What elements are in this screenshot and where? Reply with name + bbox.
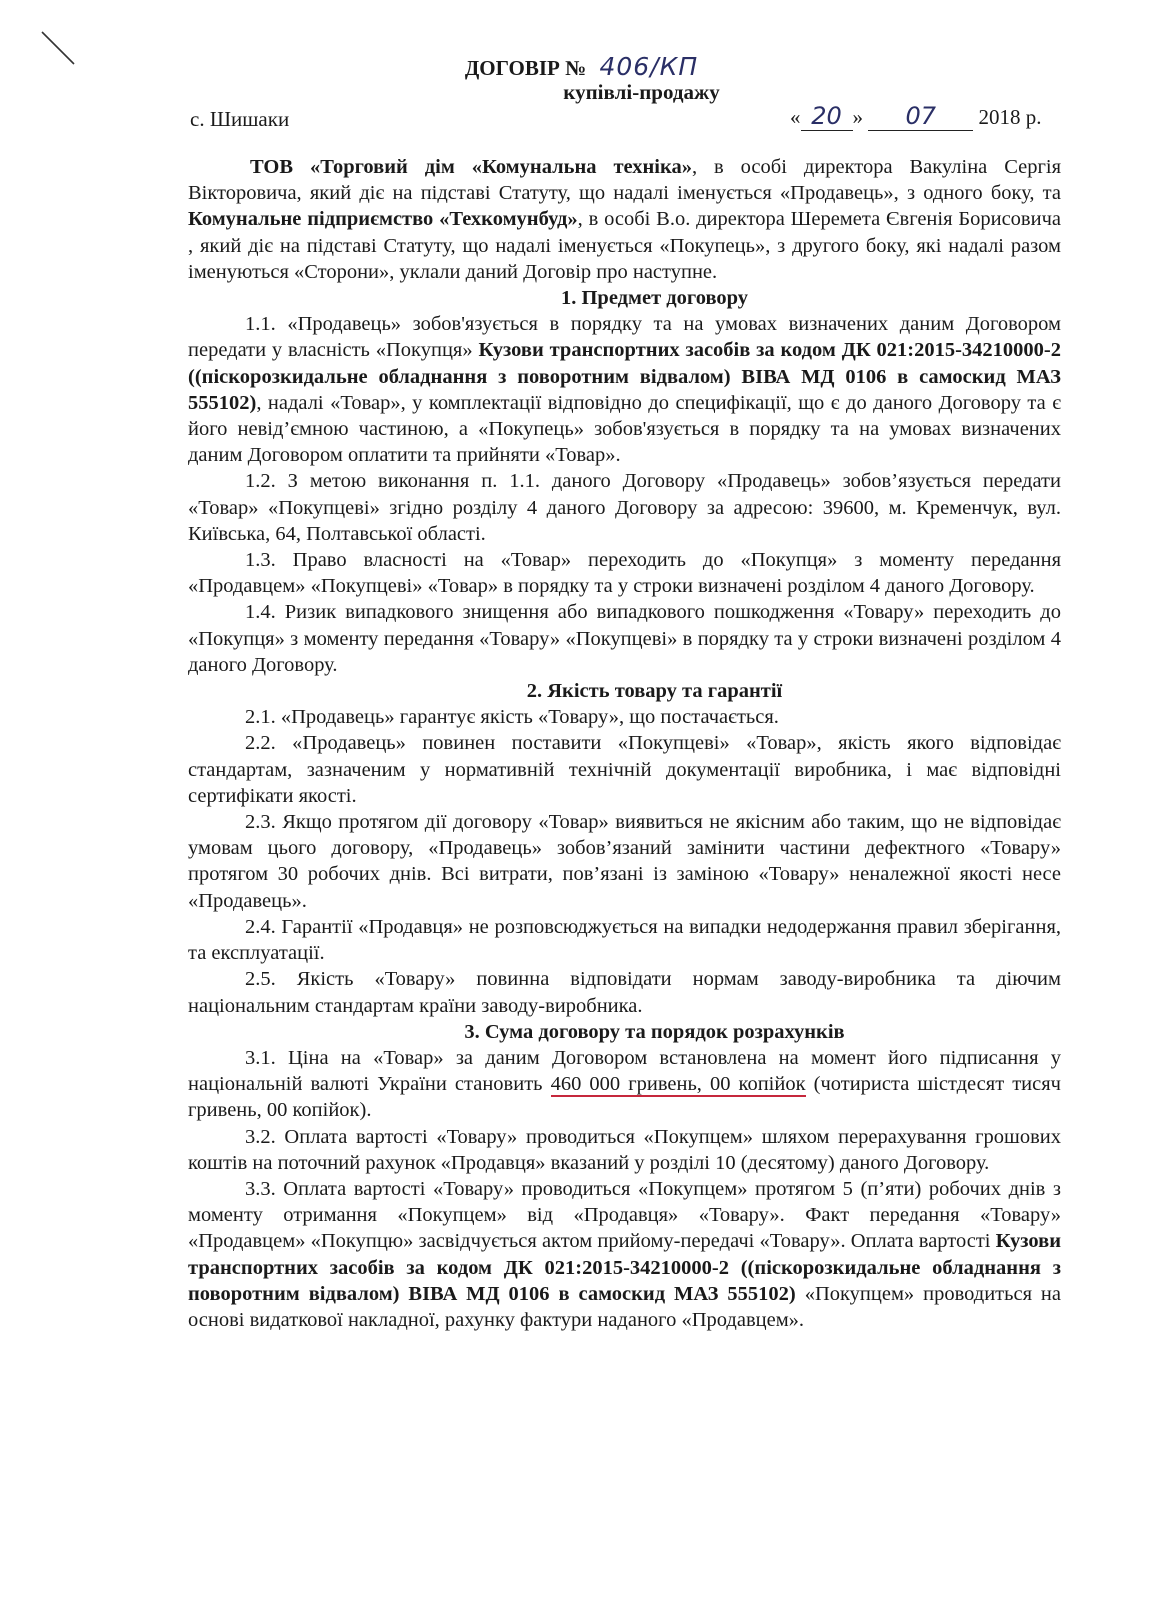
section-1-heading: 1. Предмет договору xyxy=(560,287,749,310)
contract-date: « 20 » 07 2018 р. xyxy=(790,102,1042,130)
title-text: ДОГОВІР № xyxy=(464,56,587,80)
clause-3-3: 3.3. Оплата вартості «Товару» проводиться «Покупцем» протягом 5 (п’яти) робочих днів з моменту отримання «Покупцем» від «Продавця» «Товару». Факт передання «Товару» «Продавцем» «Покупцю» засвідчується актом прийому-передачі «Товару». Оплата вартості Кузови транспортних засобів за кодом ДК 021:2015-34210000-2 ((піскорозкидальне обладнання з поворотним відвалом) ВІВА МД 0106 в самоскид МАЗ 555102) «Покупцем» проводиться на основі видаткової накладної, рахунку фактури наданого «Продавцем». xyxy=(188,1177,1062,1331)
date-month: 07 xyxy=(868,102,973,131)
contract-body xyxy=(188,154,1061,1333)
contract-place: с. Шишаки xyxy=(190,107,290,131)
date-year: 2018 р. xyxy=(978,105,1042,129)
clause-1-2: 1.2. З метою виконання п. 1.1. даного Договору «Продавець» зобов’язується передати «Товар» «Покупцеві» згідно розділу 4 даного Договору за адресою: 39600, м. Кременчук, вул. Київська, 64, Полтавської області. xyxy=(188,470,1061,545)
date-day: 20 xyxy=(801,102,853,131)
clause-1-1: 1.1. «Продавець» зобов'язується в порядку та на умовах визначених даним Договором передати у власність «Покупця» Кузови транспортних засобів за кодом ДК 021:2015-34210000-2 ((піскорозкидальне обладнання з поворотним відвалом) ВІВА МД 0106 в самоскид МАЗ 555102), надалі «Товар», у комплектації відповідно до специфікації, що є до даного Договору та є його невід’ємною частиною, а «Покупець» зобов'язується в порядку та на умовах визначених даним Договором оплатити та прийняти «Товар». xyxy=(188,313,1061,467)
section-2-heading: 2. Якість товару та гарантії xyxy=(526,680,783,703)
clause-3-1: 3.1. Ціна на «Товар» за даним Договором встановлена на момент його підписання у національній валюті України становить 460 000 гривень, 00 копійок (чотириста шістдесят тисяч гривень, 00 копійок). xyxy=(188,1046,1061,1122)
handwritten-contract-number: 406/КП xyxy=(599,52,699,81)
contract-title xyxy=(0,52,1163,81)
clause-2-2: 2.2. «Продавець» повинен поставити «Покупцеві» «Товар», якість якого відповідає стандартам, зазначеним у нормативній технічній документації виробника, і має відповідні сертифікати якості. xyxy=(188,732,1061,807)
clause-1-3: 1.3. Право власності на «Товар» переходить до «Покупця» з моменту передання «Продавцем» «Покупцеві» «Товар» в порядку та у строки визначені розділом 4 даного Договору. xyxy=(188,549,1061,598)
contract-subtitle: купівлі-продажу xyxy=(563,80,720,104)
clause-3-2: 3.2. Оплата вартості «Товару» проводиться «Покупцем» шляхом перерахування грошових коштів на поточний рахунок «Продавця» вказаний у розділі 10 (десятому) даного Договору. xyxy=(188,1125,1061,1174)
clause-2-3: 2.3. Якщо протягом дії договору «Товар» виявиться не якісним або таким, що не відповідає умовам цього договору, «Продавець» зобов’язаний замінити частини дефектного «Товару» протягом 30 робочих днів. Всі витрати, пов’язані із заміною «Товару» неналежної якості несе «Продавець». xyxy=(188,811,1061,912)
clause-1-4: 1.4. Ризик випадкового знищення або випадкового пошкодження «Товару» переходить до «Покупця» з моменту передання «Товару» «Покупцеві» в порядку та у строки визначені розділом 4 даного Договору. xyxy=(188,601,1061,676)
contract-amount: 460 000 гривень, 00 копійок xyxy=(550,1073,806,1096)
clause-2-4: 2.4. Гарантії «Продавця» не розповсюджується на випадки недодержання правил зберігання, та експлуатації. xyxy=(188,915,1061,965)
clause-2-1: 2.1. «Продавець» гарантує якість «Товару», що постачається. xyxy=(245,706,779,729)
clause-2-5: 2.5. Якість «Товару» повинна відповідати нормам заводу-виробника та діючим національним стандартам країни заводу-виробника. xyxy=(188,968,1061,1017)
intro-paragraph: ТОВ «Торговий дім «Комунальна техніка», в особі директора Вакуліна Сергія Вікторовича, який діє на підставі Статуту, що надалі іменується «Продавець», з одного боку, та Комунальне підприємство «Техкомунбуд», в особі В.о. директора Шеремета Євгенія Борисовича , який діє на підставі Статуту, що надалі іменується «Покупець», з другого боку, які надалі разом іменуються «Сторони», уклали даний Договір про наступне. xyxy=(188,156,1062,283)
section-3-heading: 3. Сума договору та порядок розрахунків xyxy=(464,1020,845,1043)
